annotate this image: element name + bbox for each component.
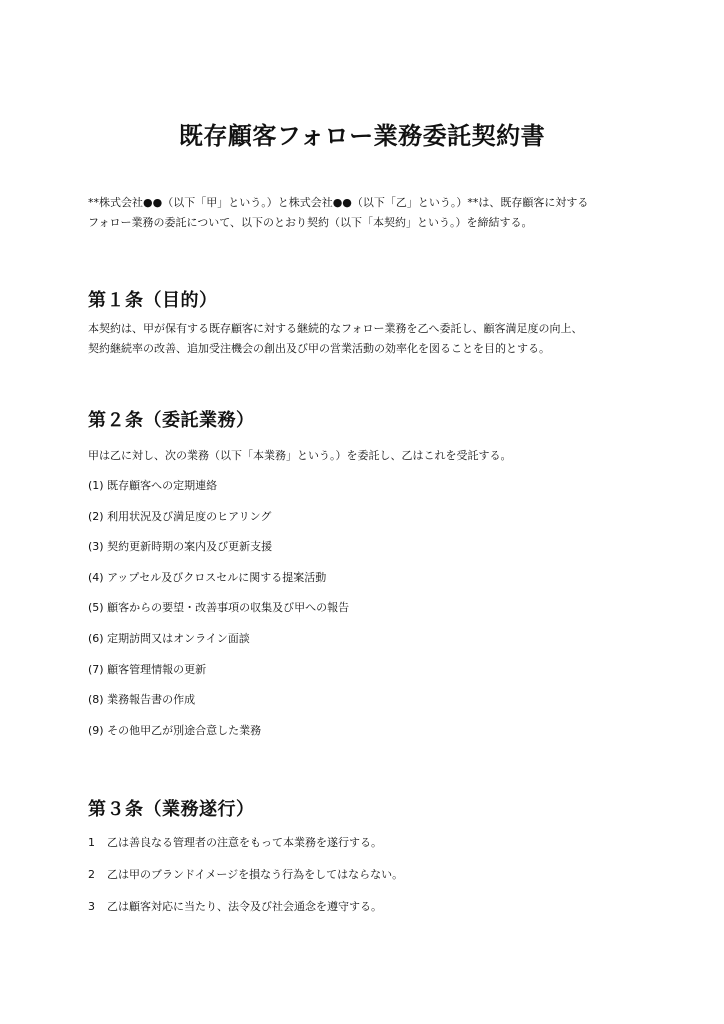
list-item: (2) 利用状況及び満足度のヒアリング (88, 509, 272, 523)
article-3-heading: 第３条（業務遂行） (88, 799, 255, 820)
clause-text: 乙は善良なる管理者の注意をもって本業務を遂行する。 (107, 836, 382, 849)
article-1-body (88, 319, 648, 359)
article-2-body: 甲は乙に対し、次の業務（以下「本業務」という。）を委託し、乙はこれを受託する。 (88, 449, 512, 462)
intro-paragraph (88, 193, 648, 233)
clause-item (88, 836, 403, 868)
clause-text: 乙は甲のブランドイメージを損なう行為をしてはならない。 (107, 868, 404, 881)
article-1-body-line-1: 本契約は、甲が保有する既存顧客に対する継続的なフォロー業務を乙へ委託し、顧客満足度の向上、 (88, 322, 583, 335)
intro-line-2: フォロー業務の委託について、以下のとおり契約（以下「本契約」という。）を締結する。 (88, 216, 533, 229)
list-item: (8) 業務報告書の作成 (88, 693, 196, 707)
intro-line-1: **株式会社●●（以下「甲」という。）と株式会社●●（以下「乙」という。）**は、既存顧客に対する (88, 196, 589, 209)
list-item: (9) その他甲乙が別途合意した業務 (88, 723, 262, 737)
list-item: (1) 既存顧客への定期連絡 (88, 479, 218, 492)
article-1-body-line-2: 契約継続率の改善、追加受注機会の創出及び甲の営業活動の効率化を図ることを目的とする。 (88, 342, 550, 355)
clause-item (88, 900, 403, 932)
list-item: (6) 定期訪問又はオンライン面談 (88, 631, 250, 645)
clause-number: 1 (88, 836, 95, 849)
clause-item (88, 868, 403, 900)
clause-number: 3 (88, 900, 95, 913)
list-item: (4) アップセル及びクロスセルに関する提案活動 (88, 570, 327, 584)
document-title: 既存顧客フォロー業務委託契約書 (178, 122, 546, 150)
article-3-clause-list (88, 836, 403, 932)
clause-number: 2 (88, 868, 95, 881)
article-2-heading: 第２条（委託業務） (88, 410, 255, 431)
list-item: (7) 顧客管理情報の更新 (88, 662, 207, 676)
article-2-item-list (88, 479, 349, 754)
article-1-heading: 第１条（目的） (88, 290, 218, 311)
list-item: (3) 契約更新時期の案内及び更新支援 (88, 540, 273, 554)
list-item: (5) 顧客からの要望・改善事項の収集及び甲への報告 (88, 601, 350, 615)
clause-text: 乙は顧客対応に当たり、法令及び社会通念を遵守する。 (107, 900, 382, 913)
